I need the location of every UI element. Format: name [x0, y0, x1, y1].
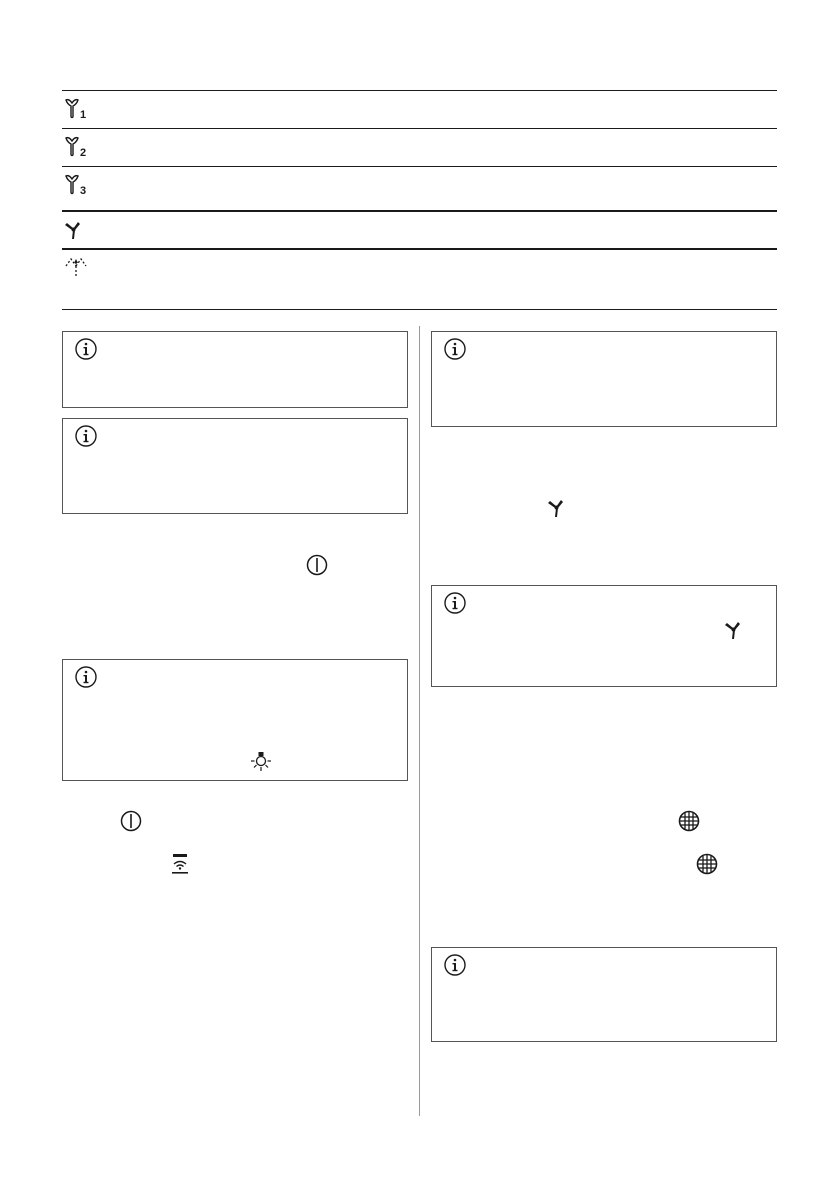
- svg-text:1: 1: [80, 109, 87, 121]
- info-icon: [444, 954, 466, 976]
- power-icon: [306, 554, 328, 576]
- breeze-mode-icon: [545, 497, 569, 521]
- info-icon: [75, 338, 97, 360]
- light-icon: [249, 750, 273, 774]
- info-note: [62, 418, 408, 514]
- table-rule: [62, 166, 777, 167]
- info-icon: [444, 592, 466, 614]
- info-note: [431, 947, 777, 1042]
- table-rule: [62, 309, 777, 310]
- fan-speed-2-icon: [62, 134, 98, 162]
- info-note: [431, 331, 777, 427]
- table-rule: [62, 210, 777, 212]
- grease-filter-icon: [696, 853, 718, 875]
- info-note: [62, 659, 408, 781]
- power-icon: [120, 810, 142, 832]
- info-icon: [75, 425, 97, 447]
- breeze-mode-icon: [722, 619, 746, 643]
- info-icon: [444, 338, 466, 360]
- fan-speed-1-icon: [62, 96, 98, 124]
- boost-mode-icon: [62, 254, 98, 282]
- info-note: [62, 331, 408, 408]
- grease-filter-icon: [678, 810, 700, 832]
- fan-speed-3-icon: [62, 172, 98, 200]
- svg-text:2: 2: [80, 147, 87, 159]
- info-note: [431, 585, 777, 687]
- info-icon: [75, 666, 97, 688]
- table-rule: [62, 248, 777, 250]
- table-rule: [62, 90, 777, 91]
- column-divider: [419, 326, 420, 1116]
- hob2hood-icon: [170, 852, 192, 876]
- table-rule: [62, 128, 777, 129]
- breeze-mode-icon: [62, 217, 98, 245]
- svg-text:3: 3: [80, 185, 87, 197]
